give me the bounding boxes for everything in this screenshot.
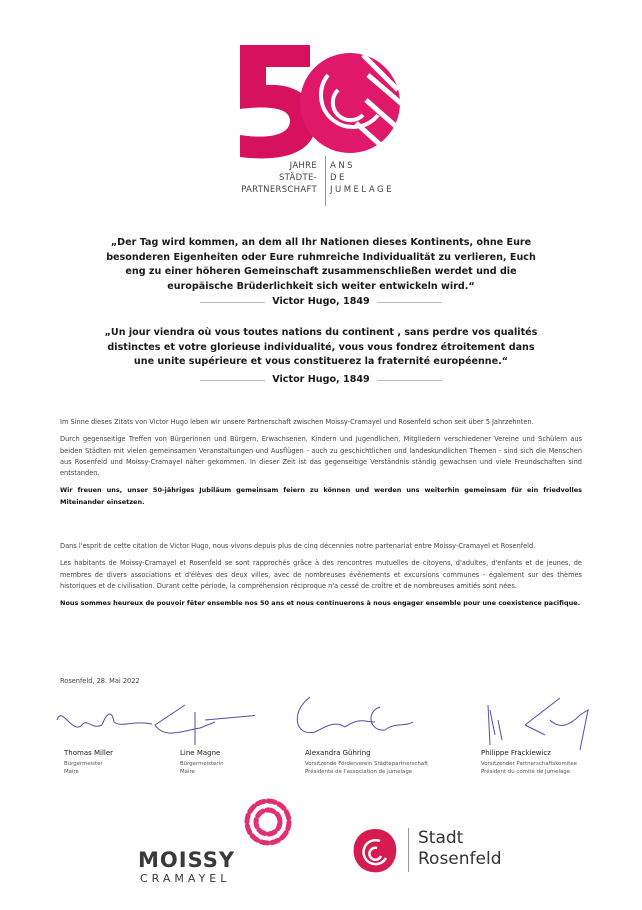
rosenfeld-rose-logo [350, 826, 400, 876]
logo-subtitle-french [330, 160, 394, 196]
logo-text: DE [330, 173, 347, 183]
moissy-flower-logo [242, 796, 294, 848]
role-de: Vorsitzender Partnerschaftskomitee [481, 761, 577, 767]
quote-author: Victor Hugo, 1849 [272, 374, 370, 385]
french-text [60, 541, 582, 615]
signatory-role [305, 760, 428, 776]
signature-line-magne [145, 700, 255, 750]
paragraph: Wir freuen uns, unser 50-jähriges Jubiläum gemeinsam feiern zu können und werden uns weiterhin gemeinsam für ein friedvolles Miteinander einsetzen. [60, 486, 582, 506]
paragraph: Im Sinne dieses Zitats von Victor Hugo leben wir unsere Partnerschaft zwischen Moissy-Cramayel und Rosenfeld schon seit über 5 Jahrzehnten. [60, 418, 534, 426]
divider [377, 302, 442, 303]
quote-german: „Der Tag wird kommen, an dem all Ihr Nationen dieses Kontinents, ohne Eure besonderen Eigenheiten oder Eure ruhmreiche Individualität zu verlieren, Euch eng zu einer höheren Gemeinschaft zusammenschließen werdet und die europäische Brüderlichkeit sich weiter entwickeln wird.“ [106, 237, 536, 292]
signatory-name: Line Magne [180, 749, 221, 757]
logo-text: JUMELAGE [330, 185, 394, 195]
logo-text: PARTNERSCHAFT [241, 185, 317, 195]
logo-text: Rosenfeld [418, 849, 502, 869]
signature-alexandra-guehring [285, 692, 415, 747]
logo-text: STÄDTE- [278, 173, 317, 183]
paragraph: Nous sommes heureux de pouvoir fêter ensemble nos 50 ans et nous continuerons à nous engager ensemble pour une coexistence pacifique. [60, 599, 581, 608]
role-fr: Maire [64, 769, 79, 775]
quote-french: „Un jour viendra où vous toutes nations du continent , sans perdre vos qualités distinctes et votre glorieuse individualité, vous vous fondrez étroitement dans une unite supérieure et vous constituerez la fraternité européenne.“ [104, 327, 538, 367]
paragraph: Les habitants de Moissy-Cramayel et Rosenfeld se sont rapprochés grâce à des rencontres mutuelles de citoyens, d'adultes, d'enfants et de jeunes, de membres de divers associations et d'élèves des deux villes, avec de nombreuses événements et excursions communes - également sur des thèmes historiques et de civilisation. Durant cette période, la compréhension réciproque n'a cessé de croître et de nombreuses amitiés sont nées. [60, 559, 582, 590]
quote-author: Victor Hugo, 1849 [272, 296, 370, 307]
role-fr: Présidente de l'association de jumelage [305, 769, 413, 775]
signatory-name: Thomas Miller [64, 749, 114, 757]
divider [408, 828, 409, 872]
divider [377, 380, 442, 381]
logo-text: Stadt [418, 828, 464, 848]
date-line: Rosenfeld, 28. Mai 2022 [60, 677, 140, 685]
logo-text: ANS [330, 161, 356, 171]
signatory-name: Philippe Frackiewicz [481, 749, 551, 757]
role-de: Bürgermeisterin [180, 761, 224, 767]
paragraph: Durch gegenseitige Treffen von Bürgerinnen und Bürgern, Erwachsenen, Kindern und Jugendlichen, Mitgliedern verschiedener Vereine und Schülern aus beiden Städten mit vielen gemeinsamen Veranstaltungen und Ausflügen - auch zu geschichtlichen und landeskundlichen Themen - sind sich die Menschen aus Rosenfeld und Moissy-Cramayel näher gekommen. In dieser Zeit ist das gegenseitige Verständnis ständig gewachsen und viele Freundschaften sind entstanden. [60, 435, 582, 478]
anniversary-50-logo [238, 45, 408, 160]
logo-text: JAHRE [289, 161, 317, 171]
logo-subtitle-german [241, 160, 317, 196]
moissy-logo-text: MOISSY [138, 848, 236, 872]
signature-philippe-frackiewicz [480, 690, 590, 755]
role-de: Vorsitzende Förderverein Städtepartnerschaft [305, 761, 429, 767]
moissy-logo-subtext: CRAMAYEL [140, 872, 231, 885]
role-de: Bürgermeister [64, 761, 103, 767]
role-fr: Président du comité de jumelage [481, 769, 571, 775]
signatory-role [180, 760, 224, 776]
signatory-role [64, 760, 103, 776]
german-text [60, 417, 582, 514]
signatory-name: Alexandra Gühring [305, 749, 371, 757]
divider [325, 156, 326, 206]
signatory-role [481, 760, 577, 776]
rosenfeld-logo-text [418, 828, 502, 870]
paragraph: Dans l'esprit de cette citation de Victor Hugo, nous vivons depuis plus de cinq décennies notre partenariat entre Moissy-Cramayel et Rosenfeld. [60, 542, 536, 550]
role-fr: Maire [180, 769, 195, 775]
